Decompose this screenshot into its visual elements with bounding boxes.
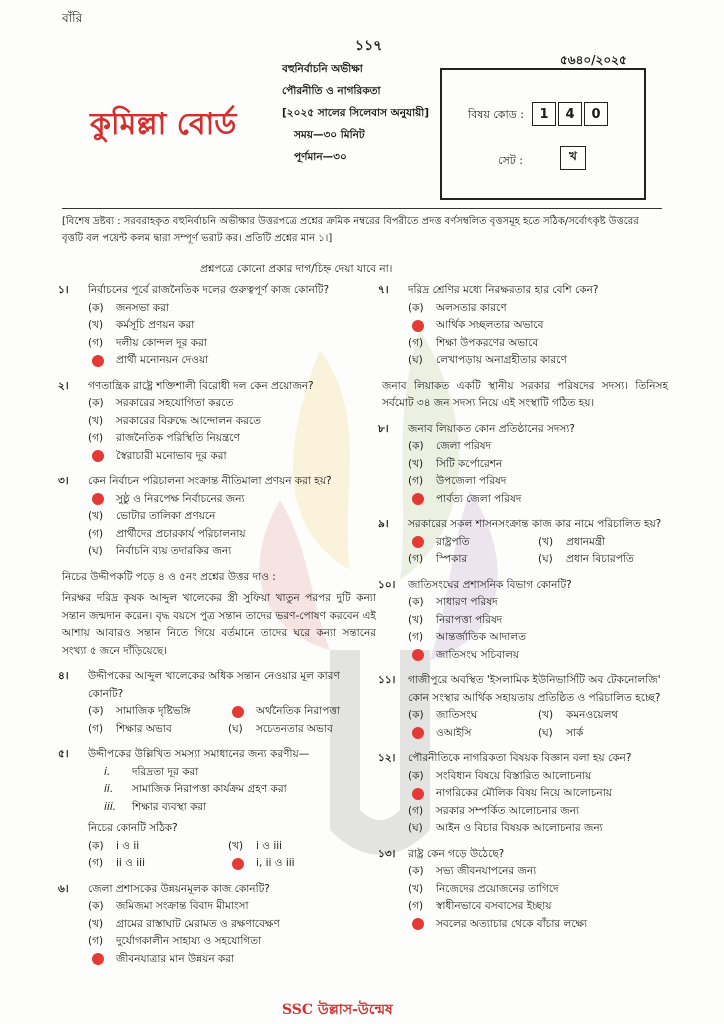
serial-number: ৫৬৪০/২০২৫ xyxy=(560,53,627,67)
option-row xyxy=(58,838,376,856)
filled-answer-dot xyxy=(412,727,424,739)
option-selected[interactable]: i, ii ও iii xyxy=(228,855,368,873)
filled-answer-dot xyxy=(92,493,104,505)
filled-answer-dot xyxy=(92,355,104,367)
option-selected[interactable]: জীবনযাত্রার মান উন্নয়ন করা xyxy=(58,951,376,969)
option-row xyxy=(58,855,376,873)
question-6: ৬। জেলা প্রশাসকের উন্নয়নমূলক কাজ কোনটি? xyxy=(58,882,270,895)
code-digit: 4 xyxy=(558,102,582,126)
option-row xyxy=(378,551,668,569)
filled-answer-dot xyxy=(412,320,424,332)
which-correct: নিচের কোনটি সঠিক? xyxy=(88,822,178,834)
option[interactable]: (ক) জাতিসংঘ xyxy=(408,709,478,721)
no-mark-notice: প্রশ্নপত্রে কোনো প্রকার দাগ/চিহ্ন দেয়া যাবে না। xyxy=(200,263,393,275)
option-selected[interactable]: নাগরিকের মৌলিক বিষয় নিয়ে আলোচনায় xyxy=(378,785,668,803)
option-row xyxy=(378,534,668,552)
question-1: ১। নির্বাচনের পূর্বে রাজনৈতিক দলের গুরুত্বপূর্ণ কাজ কোনটি? xyxy=(58,284,330,296)
option[interactable]: (ক) অলসতার কারণে xyxy=(408,301,507,314)
option[interactable]: (গ) দুর্যোগকালীন সাহায্য ও সহযোগিতা xyxy=(88,935,262,947)
option[interactable]: (ঘ) সার্ক xyxy=(538,726,584,739)
question-9: ৯। সরকারের সকল শাসনসংক্রান্ত কাজ কার নামে পরিচালিত হয়? xyxy=(378,518,662,530)
subject-code-digits xyxy=(532,102,610,126)
question-4: ৪। উদ্দীপকের আব্দুল খালেকের অধিক সন্তান নেওয়ার মূল কারণ কোনটি? xyxy=(58,670,340,700)
statement: i. দরিদ্রতা দূর করা xyxy=(104,765,199,778)
code-digit: 1 xyxy=(532,102,556,126)
stimulus-intro: নিচের উদ্দীপকটি পড়ে ৪ ও ৫নং প্রশ্নের উত্তর দাও : xyxy=(62,570,276,583)
option[interactable]: (খ) কর্মসূচি প্রণয়ন করা xyxy=(88,319,195,331)
subject-name: পৌরনীতি ও নাগরিকতা xyxy=(282,85,381,97)
option[interactable]: (খ) ভোটার তালিকা প্রণয়নে xyxy=(88,510,216,522)
filled-answer-dot xyxy=(92,450,104,462)
option[interactable]: (ঘ) লেখাপড়ায় অনাগ্রহীতার কারণে xyxy=(408,354,567,366)
filled-answer-dot xyxy=(412,536,424,548)
question-5: ৫। উদ্দীপকের উল্লিখিত সমস্যা সমাধানের জন্য করণীয়— xyxy=(58,748,310,760)
left-column xyxy=(58,278,376,968)
exam-header-info xyxy=(282,58,429,168)
question-7: ৭। দরিদ্র শ্রেণির মধ্যে নিরক্ষরতার হার বেশি কেন? xyxy=(378,284,599,296)
code-digit: 0 xyxy=(584,102,608,126)
stimulus-text: নিরক্ষর দরিদ্র কৃষক আব্দুল খালেকের স্ত্রী সুফিয়া খাতুন পরপর দুটি কন্যা সন্তান জন্মদান করেন। বৃদ্ধ বয়সে পুত্র সন্তান তাদের ভরণ-পোষণ করবেন এই আশায় আবারও সন্তান নিতে গিয়ে বর্তমানে তাদের ঘরে কন্যা সন্তানের সংখ্যা ৫ জনে দাঁড়িয়েছে। xyxy=(62,592,376,657)
option[interactable]: (খ) সিটি কর্পোরেশন xyxy=(408,457,503,470)
option-selected[interactable]: আর্থিক সচ্ছলতার অভাবে xyxy=(378,317,668,335)
filled-answer-dot xyxy=(412,649,424,661)
question-3: ৩। কেন নির্বাচন পরিচালনা সংক্রান্ত নীতিমালা প্রণয়ন করা হয়? xyxy=(58,475,332,487)
option[interactable]: (ক) জমিজমা সংক্রান্ত বিবাদ মীমাংসা xyxy=(88,900,249,912)
option[interactable]: (খ) গ্রামের রাস্তাঘাট মেরামত ও রক্ষণাবেক্ষণ xyxy=(88,917,280,930)
set-value: খ xyxy=(560,146,586,170)
option[interactable]: (ঘ) সচেতনতার অভাব xyxy=(228,722,333,735)
subject-code-box xyxy=(440,68,646,200)
option[interactable]: (গ) শিক্ষার অভাব xyxy=(88,722,172,735)
option[interactable]: (গ) দলীয় কোন্দল দূর করা xyxy=(88,336,207,349)
question-13: ১৩। রাষ্ট্র কেন গড়ে উঠেছে? xyxy=(378,847,505,860)
option-selected[interactable]: রাষ্ট্রপতি xyxy=(408,534,538,552)
option[interactable]: (ক) সংবিধান বিষয়ে বিস্তারিত আলোচনায় xyxy=(408,769,592,782)
option[interactable]: (ক) i ও ii xyxy=(88,839,140,852)
option-row xyxy=(58,703,376,721)
full-marks: পূর্ণমান—৩০ xyxy=(294,151,347,163)
option-selected[interactable]: জাতিসংঘ সচিবালয় xyxy=(378,647,668,665)
option[interactable]: (খ) প্রধানমন্ত্রী xyxy=(538,535,606,548)
filled-answer-dot xyxy=(232,858,244,870)
filled-answer-dot xyxy=(232,706,244,718)
option[interactable]: (ক) সরকারের সহযোগিতা করতে xyxy=(88,397,234,409)
statement: iii. শিক্ষার ব্যবস্থা করা xyxy=(104,800,207,813)
board-title: কুমিল্লা বোর্ড xyxy=(90,107,237,142)
filled-answer-dot xyxy=(92,953,104,965)
option-row xyxy=(58,721,376,739)
option[interactable]: (খ) নিজেদের প্রয়োজনের তাগিদে xyxy=(408,882,559,895)
question-12: ১২। পৌরনীতিকে নাগরিকতা বিষয়ক বিজ্ঞান বলা হয় কেন? xyxy=(378,752,632,764)
option[interactable]: (গ) সরকার সম্পর্কিত আলোচনার জন্য xyxy=(408,804,580,817)
option[interactable]: (গ) উপজেলা পরিষদ xyxy=(408,475,507,487)
option-selected[interactable]: অর্থনৈতিক নিরাপত্তা xyxy=(228,703,368,721)
option[interactable]: (খ) কমনওয়েলথ xyxy=(538,709,619,721)
footer-brand: SSC উল্লাস-উন্মেষ xyxy=(282,1002,393,1018)
set-label: সেট : xyxy=(498,154,523,167)
option[interactable]: (ঘ) প্রধান বিচারপতি xyxy=(538,553,634,565)
option[interactable]: (খ) i ও iii xyxy=(228,839,283,852)
option-row xyxy=(378,725,668,743)
option[interactable]: (ক) সাধারণ পরিষদ xyxy=(408,596,498,608)
option-selected[interactable]: পার্বত্য জেলা পরিষদ xyxy=(378,491,668,509)
page-number: ১১৭ xyxy=(355,38,383,54)
option[interactable]: (গ) স্পিকার xyxy=(408,553,468,565)
special-instructions: [বিশেষ দ্রষ্টব্য : সরবরাহকৃত বহুনির্বাচনি অভীক্ষার উত্তরপত্রে প্রশ্নের ক্রমিক নম্বরের বিপরীতে প্রদত্ত বর্ণসম্বলিত বৃত্তসমূহ হতে সঠিক/সর্বোৎকৃষ্ট উত্তরের বৃত্তটি বল পয়েন্ট কলম দ্বারা সম্পূর্ণ ভরাট কর। প্রতিটি প্রশ্নের মান ১।] xyxy=(62,208,662,247)
option-selected[interactable]: ওআইসি xyxy=(408,725,538,743)
option[interactable]: (গ) আন্তর্জাতিক আদালত xyxy=(408,631,526,643)
corner-mark: বাঁরি xyxy=(62,11,83,25)
stimulus-text: জনাব লিয়াকত একটি স্থানীয় সরকার পরিষদের সদস্য। তিনিসহ সর্বমোট ৩৪ জন সদস্য নিয়ে এই সংস্থাটি গঠিত হয়। xyxy=(382,379,668,409)
question-2: ২। গণতান্ত্রিক রাষ্ট্রে শক্তিশালী বিরোধী দল কেন প্রয়োজন? xyxy=(58,379,314,392)
option[interactable]: (ঘ) আইন ও বিচার বিষয়ক আলোচনার জন্য xyxy=(408,822,603,834)
option[interactable]: (খ) নিরাপত্তা পরিষদ xyxy=(408,613,503,626)
right-column xyxy=(378,278,668,933)
syllabus-note: [২০২৫ সালের সিলেবাস অনুযায়ী] xyxy=(282,107,430,119)
filled-answer-dot xyxy=(412,493,424,505)
option[interactable]: (ক) সামাজিক দৃষ্টিভঙ্গি xyxy=(88,705,191,717)
option-selected[interactable]: প্রার্থী মনোনয়ন দেওয়া xyxy=(58,352,376,370)
option[interactable]: (ক) জেলা পরিষদ xyxy=(408,440,492,452)
option-row xyxy=(378,707,668,725)
option[interactable]: (গ) শিক্ষা উপকরণের অভাবে xyxy=(408,336,539,349)
option[interactable]: (ক) সভ্য জীবনযাপনের জন্য xyxy=(408,865,537,877)
subject-code-label: বিষয় কোড : xyxy=(468,108,524,121)
option-selected[interactable]: স্বৈরাচারী মনোভাব দূর করা xyxy=(58,448,376,466)
option[interactable]: (ঘ) নির্বাচনি ব্যয় তদারকির জন্য xyxy=(88,545,232,557)
statement: ii. সামাজিক নিরাপত্তা কার্যক্রম গ্রহণ করা xyxy=(104,783,287,795)
option[interactable]: (গ) রাজনৈতিক পরিস্থিতি নিয়ন্ত্রণে xyxy=(88,432,240,444)
option[interactable]: (গ) প্রার্থীদের প্রচারকার্য পরিচালনায় xyxy=(88,527,246,540)
option[interactable]: (গ) স্বাধীনভাবে বসবাসের ইচ্ছায় xyxy=(408,900,552,912)
filled-answer-dot xyxy=(412,788,424,800)
question-8: ৮। জনাব লিয়াকত কোন প্রতিষ্ঠানের সদস্য? xyxy=(378,422,575,435)
question-10: ১০। জাতিসংঘের প্রশাসনিক বিভাগ কোনটি? xyxy=(378,578,572,591)
option-selected[interactable]: সুষ্ঠু ও নিরপেক্ষ নির্বাচনের জন্য xyxy=(58,491,376,509)
option[interactable]: (ক) জনসভা করা xyxy=(88,301,169,314)
exam-type: বহুনির্বাচনি অভীক্ষা xyxy=(282,63,363,75)
option-selected[interactable]: সবলের অত্যাচার থেকে বাঁচার লক্ষ্যে xyxy=(378,916,668,934)
option[interactable]: (গ) ii ও iii xyxy=(88,857,145,869)
option[interactable]: (খ) সরকারের বিরুদ্ধে আন্দোলন করতে xyxy=(88,414,261,427)
time-limit: সময়—৩০ মিনিট xyxy=(294,129,365,141)
filled-answer-dot xyxy=(412,918,424,930)
question-11: ১১। গাজীপুরে অবস্থিত 'ইসলামিক ইউনিভার্সিটি অব টেকনোলজি' কোন সংস্থার আর্থিক সহায়তায় প্রতিষ্ঠিত ও পরিচালিত হচ্ছে? xyxy=(378,674,661,704)
